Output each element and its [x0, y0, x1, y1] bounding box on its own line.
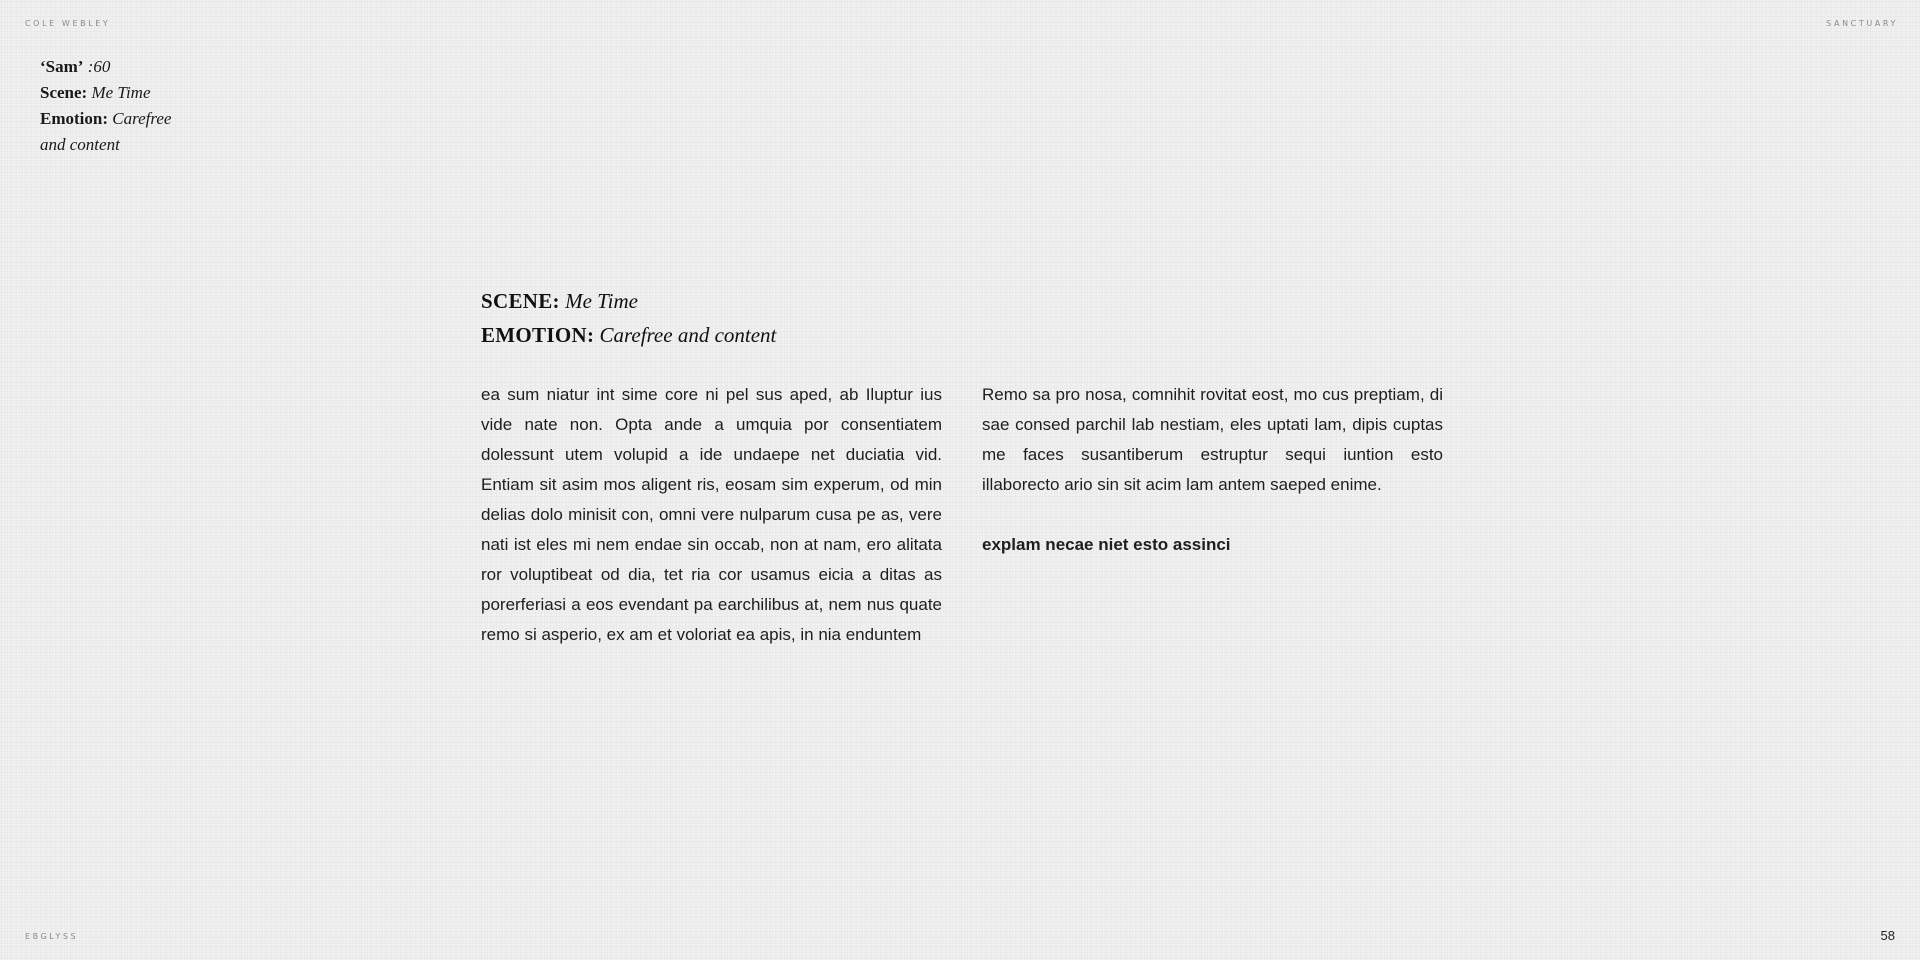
sidebar-title-line: [40, 54, 200, 80]
body-paragraph-right: Remo sa pro nosa, comnihit rovitat eost, mo cus preptiam, di sae consed parchil lab nestiam, eles uptati lam, dipis cuptas me faces susantiberum estruptur sequi iuntion esto illaborecto ario sin sit acim lam antem saeped enime.: [982, 385, 1443, 494]
sidebar-scene-label: Scene:: [40, 83, 88, 102]
body-paragraph-left: ea sum niatur int sime core ni pel sus aped, ab Iluptur ius vide nate non. Opta ande a umquia por consentiatem dolessunt utem volupid a ide undaepe net duciatia vid. Entiam sit asim mos aligent ris, eosam sim experum, od min delias dolo minisit con, omni vere nulparum cusa pe as, vere nati ist eles mi nem endae sin occab, non at nam, ero alitata ror voluptibeat od dia, tet ria cor usamus eicia a ditas as porerferiasi a eos evendant pa earchilibus at, nem nus quate remo si asperio, ex am et voloriat ea apis, in nia enduntem: [481, 385, 942, 644]
body-column-right: [982, 380, 1443, 560]
header-right-section: SANCTUARY: [1826, 19, 1898, 28]
heading-emotion-label: EMOTION:: [481, 323, 595, 347]
body-bold-line: explam necae niet esto assinci: [982, 535, 1231, 554]
sidebar-meta: [40, 54, 200, 158]
header-left-author: COLE WEBLEY: [25, 19, 111, 28]
sidebar-emotion-value: Carefree and content: [40, 109, 172, 154]
heading-emotion-line: [481, 318, 776, 352]
heading-scene-line: [481, 284, 776, 318]
sidebar-emotion-line: [40, 106, 200, 158]
sidebar-title-duration: :60: [87, 57, 111, 76]
heading-scene-label: SCENE:: [481, 289, 560, 313]
heading-scene-value: Me Time: [565, 289, 638, 313]
body-column-left: [481, 380, 942, 650]
sidebar-title-name: ‘Sam’: [40, 57, 84, 76]
scene-heading: [481, 284, 776, 352]
footer-left-brand: EBGLYSS: [25, 932, 79, 941]
sidebar-emotion-label: Emotion:: [40, 109, 108, 128]
page-number: 58: [1880, 928, 1895, 943]
sidebar-scene-line: [40, 80, 200, 106]
sidebar-scene-value: Me Time: [91, 83, 151, 102]
heading-emotion-value: Carefree and content: [599, 323, 777, 347]
